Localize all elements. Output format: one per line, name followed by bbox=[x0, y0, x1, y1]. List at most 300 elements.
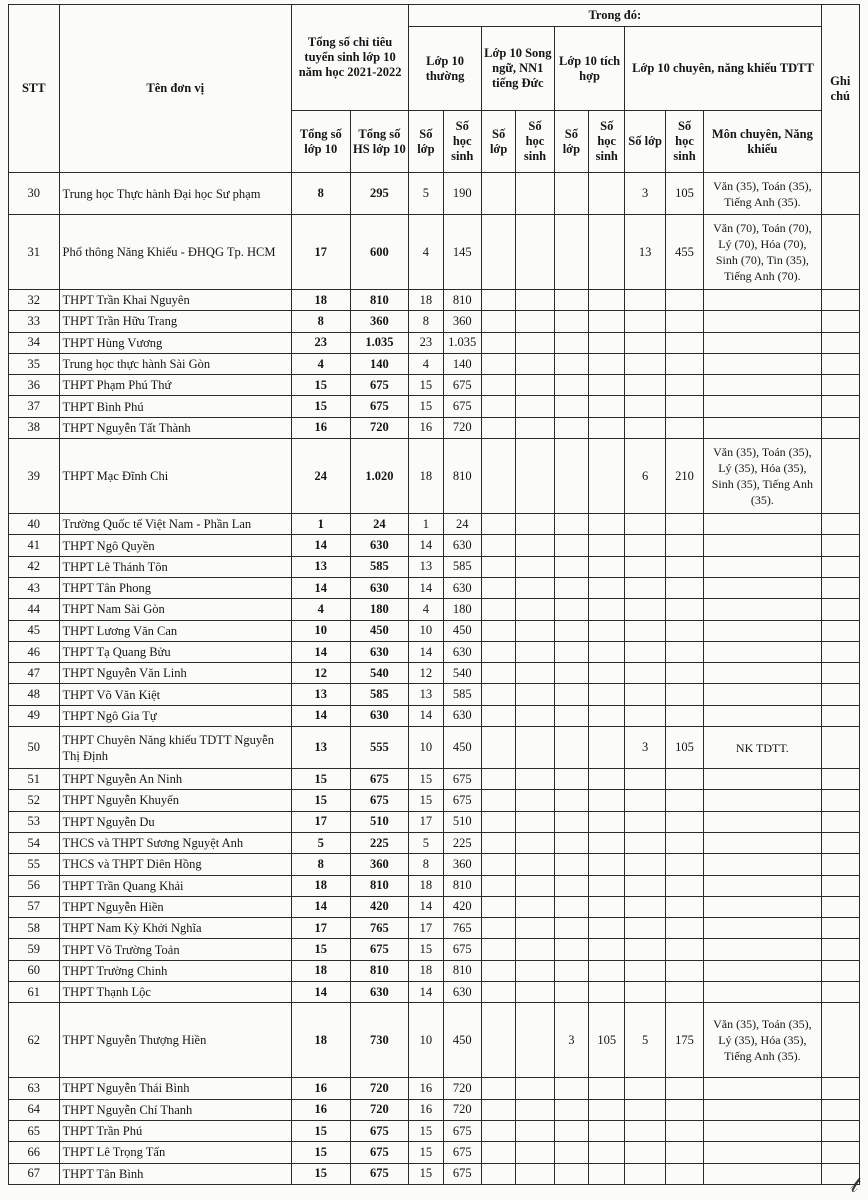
cell-name: THPT Trần Quang Khải bbox=[59, 875, 291, 896]
cell-song-ngu-hs bbox=[516, 1120, 554, 1141]
cell-mon-chuyen bbox=[704, 896, 821, 917]
cell-song-ngu-lop bbox=[481, 620, 515, 641]
cell-thuong-hs: 630 bbox=[443, 641, 481, 662]
cell-name: THPT Lê Trọng Tấn bbox=[59, 1142, 291, 1163]
cell-song-ngu-hs bbox=[516, 641, 554, 662]
cell-stt: 41 bbox=[9, 535, 60, 556]
cell-tong-lop: 23 bbox=[291, 332, 350, 353]
cell-song-ngu-lop bbox=[481, 684, 515, 705]
cell-mon-chuyen bbox=[704, 577, 821, 598]
cell-song-ngu-hs bbox=[516, 375, 554, 396]
cell-thuong-lop: 18 bbox=[409, 290, 443, 311]
cell-mon-chuyen: Văn (35), Toán (35), Lý (35), Hóa (35), Sinh (35), Tiếng Anh (35). bbox=[704, 439, 821, 514]
cell-thuong-lop: 17 bbox=[409, 918, 443, 939]
cell-thuong-lop: 8 bbox=[409, 311, 443, 332]
cell-thuong-lop: 5 bbox=[409, 173, 443, 215]
table-row bbox=[9, 535, 860, 556]
cell-thuong-lop: 8 bbox=[409, 854, 443, 875]
cell-tong-hs: 510 bbox=[350, 811, 409, 832]
cell-name: THPT Chuyên Năng khiếu TDTT Nguyễn Thị Định bbox=[59, 727, 291, 769]
cell-tich-hop-hs bbox=[589, 290, 625, 311]
cell-song-ngu-lop bbox=[481, 854, 515, 875]
cell-chuyen-lop bbox=[625, 854, 665, 875]
cell-thuong-hs: 540 bbox=[443, 663, 481, 684]
cell-tong-hs: 24 bbox=[350, 514, 409, 535]
cell-song-ngu-lop bbox=[481, 960, 515, 981]
cell-song-ngu-lop bbox=[481, 332, 515, 353]
cell-tich-hop-hs bbox=[589, 375, 625, 396]
table-row bbox=[9, 960, 860, 981]
cell-stt: 38 bbox=[9, 417, 60, 438]
cell-thuong-hs: 675 bbox=[443, 1142, 481, 1163]
header-ghi-chu: Ghi chú bbox=[821, 5, 860, 173]
cell-song-ngu-lop bbox=[481, 896, 515, 917]
cell-mon-chuyen bbox=[704, 535, 821, 556]
cell-thuong-hs: 630 bbox=[443, 705, 481, 726]
cell-song-ngu-lop bbox=[481, 535, 515, 556]
cell-tich-hop-lop bbox=[554, 439, 588, 514]
cell-chuyen-lop bbox=[625, 1120, 665, 1141]
cell-chuyen-hs bbox=[665, 769, 703, 790]
cell-tong-hs: 585 bbox=[350, 684, 409, 705]
cell-thuong-lop: 18 bbox=[409, 875, 443, 896]
header-song-ngu: Lớp 10 Song ngữ, NN1 tiếng Đức bbox=[481, 27, 554, 111]
cell-song-ngu-hs bbox=[516, 684, 554, 705]
cell-ghi-chu bbox=[821, 1120, 860, 1141]
header-so-lop: Số lớp bbox=[409, 111, 443, 173]
cell-chuyen-lop bbox=[625, 705, 665, 726]
cell-chuyen-lop bbox=[625, 684, 665, 705]
cell-tich-hop-hs bbox=[589, 918, 625, 939]
cell-tich-hop-hs bbox=[589, 1099, 625, 1120]
cell-stt: 45 bbox=[9, 620, 60, 641]
cell-thuong-hs: 360 bbox=[443, 854, 481, 875]
table-row bbox=[9, 875, 860, 896]
cell-ghi-chu bbox=[821, 663, 860, 684]
cell-thuong-hs: 180 bbox=[443, 599, 481, 620]
cell-ghi-chu bbox=[821, 577, 860, 598]
cell-tong-hs: 585 bbox=[350, 556, 409, 577]
cell-name: THPT Nam Kỳ Khởi Nghĩa bbox=[59, 918, 291, 939]
cell-tong-hs: 810 bbox=[350, 960, 409, 981]
cell-chuyen-lop bbox=[625, 1163, 665, 1184]
cell-tong-hs: 765 bbox=[350, 918, 409, 939]
cell-tong-lop: 8 bbox=[291, 311, 350, 332]
table-row bbox=[9, 982, 860, 1003]
cell-tong-lop: 15 bbox=[291, 375, 350, 396]
cell-name: THPT Nguyễn Thái Bình bbox=[59, 1078, 291, 1099]
cell-tong-lop: 14 bbox=[291, 705, 350, 726]
cell-chuyen-lop bbox=[625, 641, 665, 662]
table-row bbox=[9, 311, 860, 332]
cell-tong-hs: 630 bbox=[350, 641, 409, 662]
cell-mon-chuyen bbox=[704, 332, 821, 353]
cell-stt: 49 bbox=[9, 705, 60, 726]
cell-tong-lop: 16 bbox=[291, 1078, 350, 1099]
cell-mon-chuyen bbox=[704, 353, 821, 374]
cell-chuyen-hs: 105 bbox=[665, 727, 703, 769]
cell-ghi-chu bbox=[821, 1142, 860, 1163]
cell-song-ngu-lop bbox=[481, 599, 515, 620]
cell-ghi-chu bbox=[821, 875, 860, 896]
cell-tong-lop: 17 bbox=[291, 918, 350, 939]
cell-chuyen-hs bbox=[665, 918, 703, 939]
signature-mark: 𝓉 bbox=[850, 1173, 858, 1198]
cell-name: THPT Nguyễn An Ninh bbox=[59, 769, 291, 790]
cell-tich-hop-lop bbox=[554, 1120, 588, 1141]
cell-thuong-lop: 15 bbox=[409, 396, 443, 417]
cell-thuong-lop: 14 bbox=[409, 577, 443, 598]
cell-tong-lop: 14 bbox=[291, 982, 350, 1003]
cell-chuyen-lop: 5 bbox=[625, 1003, 665, 1078]
cell-chuyen-lop bbox=[625, 1099, 665, 1120]
cell-chuyen-lop bbox=[625, 311, 665, 332]
cell-thuong-hs: 675 bbox=[443, 769, 481, 790]
cell-thuong-lop: 15 bbox=[409, 1163, 443, 1184]
cell-tich-hop-hs bbox=[589, 1120, 625, 1141]
cell-thuong-hs: 675 bbox=[443, 1120, 481, 1141]
cell-stt: 60 bbox=[9, 960, 60, 981]
cell-tong-lop: 15 bbox=[291, 1142, 350, 1163]
cell-song-ngu-hs bbox=[516, 1078, 554, 1099]
table-row bbox=[9, 375, 860, 396]
cell-tong-lop: 15 bbox=[291, 769, 350, 790]
cell-thuong-lop: 15 bbox=[409, 939, 443, 960]
cell-tong-lop: 4 bbox=[291, 599, 350, 620]
cell-thuong-lop: 15 bbox=[409, 1142, 443, 1163]
cell-tong-lop: 13 bbox=[291, 556, 350, 577]
cell-tong-lop: 18 bbox=[291, 1003, 350, 1078]
cell-thuong-hs: 675 bbox=[443, 1163, 481, 1184]
cell-tong-hs: 630 bbox=[350, 535, 409, 556]
cell-chuyen-hs bbox=[665, 1078, 703, 1099]
cell-ghi-chu bbox=[821, 311, 860, 332]
cell-song-ngu-lop bbox=[481, 727, 515, 769]
cell-tich-hop-lop bbox=[554, 577, 588, 598]
table-row bbox=[9, 353, 860, 374]
cell-name: THPT Nguyễn Tất Thành bbox=[59, 417, 291, 438]
cell-tong-lop: 14 bbox=[291, 896, 350, 917]
cell-chuyen-hs: 455 bbox=[665, 215, 703, 290]
table-row bbox=[9, 918, 860, 939]
cell-tich-hop-lop bbox=[554, 396, 588, 417]
cell-tong-hs: 810 bbox=[350, 875, 409, 896]
cell-tich-hop-lop bbox=[554, 1099, 588, 1120]
cell-name: THPT Tân Bình bbox=[59, 1163, 291, 1184]
cell-mon-chuyen bbox=[704, 599, 821, 620]
cell-chuyen-lop bbox=[625, 663, 665, 684]
cell-tich-hop-hs bbox=[589, 960, 625, 981]
cell-thuong-hs: 140 bbox=[443, 353, 481, 374]
cell-thuong-hs: 585 bbox=[443, 684, 481, 705]
cell-ghi-chu bbox=[821, 918, 860, 939]
cell-song-ngu-hs bbox=[516, 1163, 554, 1184]
cell-tich-hop-hs bbox=[589, 684, 625, 705]
table-row bbox=[9, 939, 860, 960]
cell-song-ngu-hs bbox=[516, 790, 554, 811]
cell-stt: 35 bbox=[9, 353, 60, 374]
cell-song-ngu-hs bbox=[516, 620, 554, 641]
cell-mon-chuyen bbox=[704, 939, 821, 960]
cell-chuyen-lop bbox=[625, 832, 665, 853]
cell-thuong-hs: 145 bbox=[443, 215, 481, 290]
cell-song-ngu-lop bbox=[481, 832, 515, 853]
cell-name: THCS và THPT Sương Nguyệt Anh bbox=[59, 832, 291, 853]
cell-tong-hs: 600 bbox=[350, 215, 409, 290]
cell-tong-hs: 630 bbox=[350, 577, 409, 598]
cell-song-ngu-hs bbox=[516, 353, 554, 374]
cell-song-ngu-lop bbox=[481, 173, 515, 215]
cell-ghi-chu bbox=[821, 1099, 860, 1120]
header-so-lop: Số lớp bbox=[481, 111, 515, 173]
cell-tong-hs: 675 bbox=[350, 769, 409, 790]
cell-mon-chuyen bbox=[704, 684, 821, 705]
cell-tich-hop-lop bbox=[554, 514, 588, 535]
cell-thuong-lop: 10 bbox=[409, 727, 443, 769]
cell-thuong-hs: 510 bbox=[443, 811, 481, 832]
cell-tong-lop: 15 bbox=[291, 939, 350, 960]
cell-song-ngu-hs bbox=[516, 918, 554, 939]
cell-tong-hs: 810 bbox=[350, 290, 409, 311]
cell-tong-lop: 1 bbox=[291, 514, 350, 535]
table-row bbox=[9, 641, 860, 662]
cell-mon-chuyen bbox=[704, 854, 821, 875]
cell-thuong-lop: 23 bbox=[409, 332, 443, 353]
cell-stt: 62 bbox=[9, 1003, 60, 1078]
cell-name: THPT Mạc Đĩnh Chi bbox=[59, 439, 291, 514]
cell-tich-hop-lop bbox=[554, 875, 588, 896]
cell-mon-chuyen bbox=[704, 620, 821, 641]
cell-song-ngu-hs bbox=[516, 599, 554, 620]
document-page bbox=[8, 4, 860, 1185]
cell-thuong-hs: 630 bbox=[443, 982, 481, 1003]
cell-ghi-chu bbox=[821, 1003, 860, 1078]
cell-tong-lop: 12 bbox=[291, 663, 350, 684]
cell-thuong-hs: 420 bbox=[443, 896, 481, 917]
cell-mon-chuyen bbox=[704, 417, 821, 438]
table-row bbox=[9, 769, 860, 790]
table-row bbox=[9, 832, 860, 853]
cell-chuyen-lop bbox=[625, 353, 665, 374]
table-row bbox=[9, 439, 860, 514]
cell-chuyen-hs bbox=[665, 620, 703, 641]
cell-tong-hs: 420 bbox=[350, 896, 409, 917]
cell-song-ngu-hs bbox=[516, 960, 554, 981]
cell-song-ngu-lop bbox=[481, 1120, 515, 1141]
cell-chuyen-hs bbox=[665, 939, 703, 960]
cell-chuyen-hs bbox=[665, 417, 703, 438]
cell-mon-chuyen bbox=[704, 514, 821, 535]
cell-tich-hop-hs bbox=[589, 514, 625, 535]
cell-thuong-lop: 15 bbox=[409, 790, 443, 811]
cell-song-ngu-hs bbox=[516, 705, 554, 726]
cell-thuong-hs: 720 bbox=[443, 1078, 481, 1099]
cell-name: THPT Nguyễn Khuyến bbox=[59, 790, 291, 811]
cell-ghi-chu bbox=[821, 982, 860, 1003]
cell-tong-lop: 24 bbox=[291, 439, 350, 514]
cell-ghi-chu bbox=[821, 599, 860, 620]
cell-tong-lop: 15 bbox=[291, 1163, 350, 1184]
cell-tich-hop-lop bbox=[554, 1163, 588, 1184]
table-row bbox=[9, 173, 860, 215]
cell-mon-chuyen: Văn (35), Toán (35), Lý (35), Hóa (35), Tiếng Anh (35). bbox=[704, 1003, 821, 1078]
cell-thuong-lop: 15 bbox=[409, 1120, 443, 1141]
cell-tich-hop-lop bbox=[554, 939, 588, 960]
cell-tich-hop-lop bbox=[554, 332, 588, 353]
cell-tich-hop-lop bbox=[554, 832, 588, 853]
cell-tich-hop-lop bbox=[554, 599, 588, 620]
table-row bbox=[9, 599, 860, 620]
cell-tong-hs: 675 bbox=[350, 790, 409, 811]
cell-tich-hop-hs bbox=[589, 790, 625, 811]
cell-chuyen-hs bbox=[665, 790, 703, 811]
cell-thuong-hs: 675 bbox=[443, 396, 481, 417]
header-mon-chuyen: Môn chuyên, Năng khiếu bbox=[704, 111, 821, 173]
cell-mon-chuyen bbox=[704, 960, 821, 981]
cell-tich-hop-hs bbox=[589, 417, 625, 438]
cell-chuyen-hs bbox=[665, 705, 703, 726]
header-stt: STT bbox=[9, 5, 60, 173]
cell-song-ngu-lop bbox=[481, 769, 515, 790]
cell-chuyen-lop bbox=[625, 918, 665, 939]
cell-song-ngu-lop bbox=[481, 417, 515, 438]
cell-song-ngu-lop bbox=[481, 439, 515, 514]
cell-name: THPT Tạ Quang Bửu bbox=[59, 641, 291, 662]
header-so-hs: Số học sinh bbox=[443, 111, 481, 173]
table-row bbox=[9, 215, 860, 290]
cell-name: THPT Nguyễn Văn Linh bbox=[59, 663, 291, 684]
header-tong-so-lop: Tổng số lớp 10 bbox=[291, 111, 350, 173]
cell-thuong-lop: 14 bbox=[409, 982, 443, 1003]
cell-mon-chuyen: NK TDTT. bbox=[704, 727, 821, 769]
cell-chuyen-hs bbox=[665, 332, 703, 353]
cell-name: THPT Thạnh Lộc bbox=[59, 982, 291, 1003]
cell-stt: 46 bbox=[9, 641, 60, 662]
table-row bbox=[9, 1142, 860, 1163]
cell-tong-lop: 14 bbox=[291, 577, 350, 598]
cell-stt: 50 bbox=[9, 727, 60, 769]
cell-tong-hs: 1.020 bbox=[350, 439, 409, 514]
cell-song-ngu-hs bbox=[516, 417, 554, 438]
cell-name: THPT Phạm Phú Thứ bbox=[59, 375, 291, 396]
table-row bbox=[9, 396, 860, 417]
cell-name: THPT Tân Phong bbox=[59, 577, 291, 598]
cell-thuong-lop: 1 bbox=[409, 514, 443, 535]
cell-stt: 63 bbox=[9, 1078, 60, 1099]
cell-ghi-chu bbox=[821, 641, 860, 662]
cell-thuong-hs: 675 bbox=[443, 375, 481, 396]
cell-thuong-lop: 14 bbox=[409, 705, 443, 726]
cell-name: Trường Quốc tế Việt Nam - Phần Lan bbox=[59, 514, 291, 535]
cell-song-ngu-hs bbox=[516, 1099, 554, 1120]
cell-tich-hop-hs bbox=[589, 577, 625, 598]
cell-tich-hop-lop bbox=[554, 896, 588, 917]
cell-stt: 32 bbox=[9, 290, 60, 311]
cell-tong-hs: 1.035 bbox=[350, 332, 409, 353]
cell-tong-hs: 555 bbox=[350, 727, 409, 769]
cell-tong-hs: 295 bbox=[350, 173, 409, 215]
cell-stt: 56 bbox=[9, 875, 60, 896]
cell-tong-hs: 720 bbox=[350, 1078, 409, 1099]
cell-ghi-chu bbox=[821, 439, 860, 514]
cell-ghi-chu bbox=[821, 896, 860, 917]
cell-mon-chuyen bbox=[704, 1078, 821, 1099]
cell-stt: 42 bbox=[9, 556, 60, 577]
cell-tong-lop: 14 bbox=[291, 535, 350, 556]
cell-tong-hs: 675 bbox=[350, 1163, 409, 1184]
table-row bbox=[9, 727, 860, 769]
cell-chuyen-hs bbox=[665, 982, 703, 1003]
cell-name: THPT Trường Chinh bbox=[59, 960, 291, 981]
cell-chuyen-hs bbox=[665, 599, 703, 620]
cell-song-ngu-lop bbox=[481, 1003, 515, 1078]
cell-song-ngu-lop bbox=[481, 918, 515, 939]
cell-ghi-chu bbox=[821, 290, 860, 311]
cell-tong-hs: 140 bbox=[350, 353, 409, 374]
cell-stt: 44 bbox=[9, 599, 60, 620]
cell-tich-hop-hs bbox=[589, 556, 625, 577]
cell-chuyen-hs bbox=[665, 663, 703, 684]
cell-tong-lop: 4 bbox=[291, 353, 350, 374]
cell-stt: 43 bbox=[9, 577, 60, 598]
cell-song-ngu-lop bbox=[481, 790, 515, 811]
cell-name: Trung học thực hành Sài Gòn bbox=[59, 353, 291, 374]
cell-mon-chuyen bbox=[704, 1163, 821, 1184]
cell-song-ngu-hs bbox=[516, 875, 554, 896]
header-tong-hs: Tổng số HS lớp 10 bbox=[350, 111, 409, 173]
cell-mon-chuyen bbox=[704, 1099, 821, 1120]
header-lop-thuong: Lớp 10 thường bbox=[409, 27, 482, 111]
cell-chuyen-lop bbox=[625, 896, 665, 917]
cell-song-ngu-lop bbox=[481, 375, 515, 396]
cell-chuyen-lop bbox=[625, 290, 665, 311]
cell-song-ngu-hs bbox=[516, 439, 554, 514]
cell-name: THPT Nguyễn Hiền bbox=[59, 896, 291, 917]
table-header bbox=[9, 5, 860, 173]
cell-song-ngu-hs bbox=[516, 727, 554, 769]
cell-stt: 58 bbox=[9, 918, 60, 939]
table-row bbox=[9, 332, 860, 353]
cell-chuyen-lop bbox=[625, 375, 665, 396]
cell-name: Phổ thông Năng Khiếu - ĐHQG Tp. HCM bbox=[59, 215, 291, 290]
cell-thuong-lop: 4 bbox=[409, 215, 443, 290]
header-ten-don-vi: Tên đơn vị bbox=[59, 5, 291, 173]
cell-ghi-chu bbox=[821, 173, 860, 215]
cell-tong-hs: 180 bbox=[350, 599, 409, 620]
cell-tich-hop-hs bbox=[589, 620, 625, 641]
cell-ghi-chu bbox=[821, 769, 860, 790]
cell-tich-hop-lop bbox=[554, 556, 588, 577]
table-row bbox=[9, 1099, 860, 1120]
cell-tich-hop-lop bbox=[554, 982, 588, 1003]
cell-tong-lop: 16 bbox=[291, 417, 350, 438]
cell-tich-hop-hs bbox=[589, 535, 625, 556]
cell-chuyen-lop bbox=[625, 599, 665, 620]
header-tong-chi-tieu: Tổng số chỉ tiêu tuyển sinh lớp 10 năm học 2021-2022 bbox=[291, 5, 408, 111]
cell-thuong-hs: 720 bbox=[443, 1099, 481, 1120]
cell-tong-lop: 18 bbox=[291, 290, 350, 311]
cell-chuyen-lop bbox=[625, 514, 665, 535]
cell-thuong-lop: 4 bbox=[409, 599, 443, 620]
cell-tich-hop-lop bbox=[554, 918, 588, 939]
cell-tich-hop-lop bbox=[554, 535, 588, 556]
cell-ghi-chu bbox=[821, 353, 860, 374]
cell-tong-lop: 15 bbox=[291, 396, 350, 417]
cell-tong-lop: 13 bbox=[291, 684, 350, 705]
cell-stt: 34 bbox=[9, 332, 60, 353]
table-row bbox=[9, 1163, 860, 1184]
cell-tich-hop-lop bbox=[554, 353, 588, 374]
